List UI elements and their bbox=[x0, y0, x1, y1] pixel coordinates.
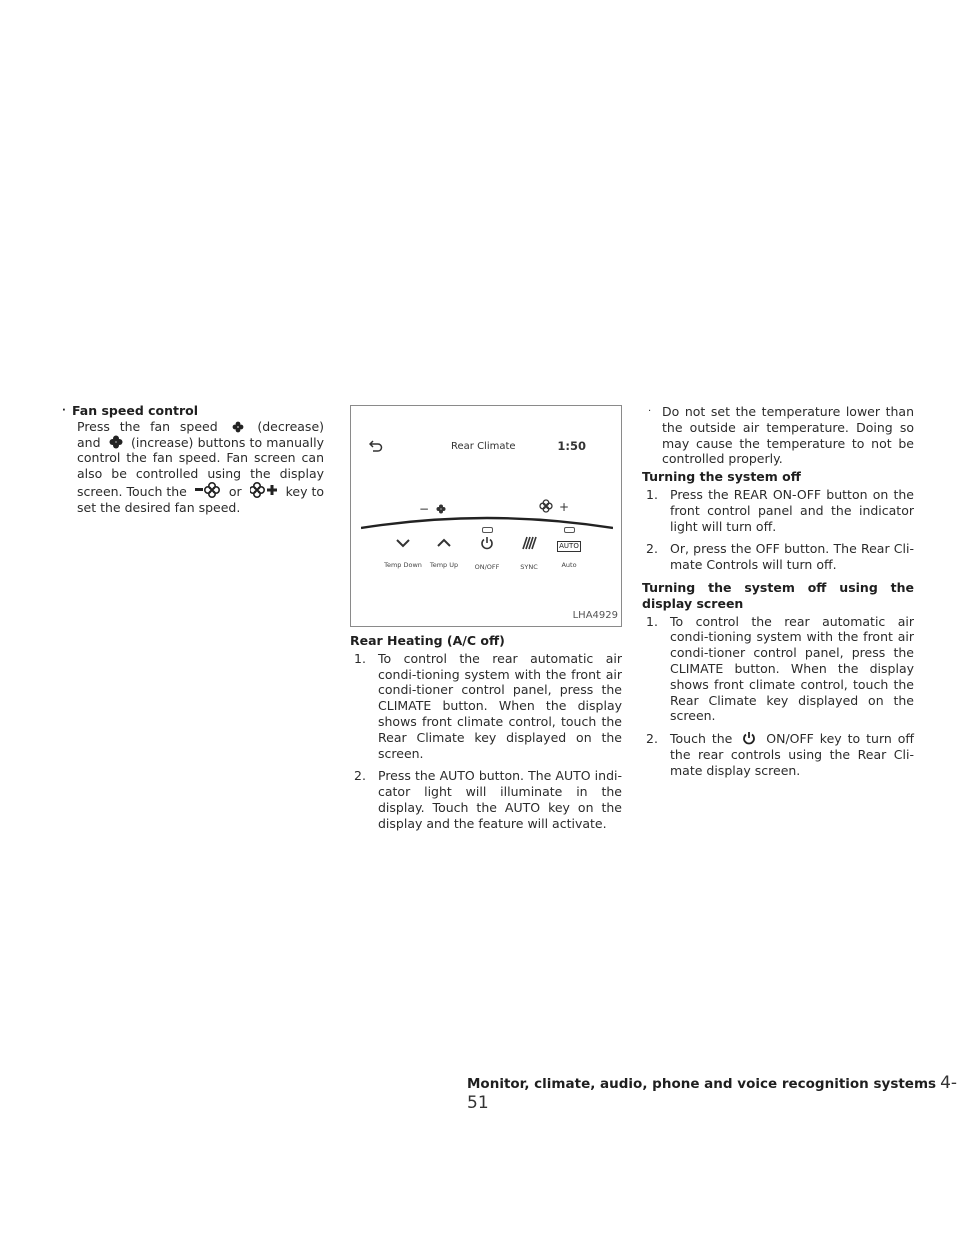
power-icon bbox=[742, 731, 756, 745]
bullet-dot: · bbox=[648, 406, 652, 417]
bullet-dot: · bbox=[62, 405, 66, 416]
figure-caption: LHA4929 bbox=[572, 610, 618, 622]
on-off-button[interactable]: ON/OFF bbox=[462, 536, 512, 576]
temp-up-button[interactable]: Temp Up bbox=[419, 536, 469, 574]
list-item: 2. Press the AUTO button. The AUTO indi-cator light will illuminate in the display. Touch the AUTO key on the display and the feature will activate. bbox=[354, 768, 622, 831]
fan-speed-body: Press the fan speed (decrease) and (increase) buttons to manually control the fan speed. Fan screen can also be controlled using the display screen. Touch the or key to set the desired fan speed. bbox=[77, 418, 325, 515]
fan-plus-key-icon bbox=[250, 482, 278, 498]
chevron-down-icon bbox=[396, 538, 410, 548]
page-footer bbox=[467, 1073, 960, 1113]
auto-indicator bbox=[564, 527, 575, 533]
chevron-up-icon bbox=[437, 538, 451, 548]
fan-small-icon bbox=[232, 421, 244, 433]
fan-decrease-key[interactable]: − bbox=[419, 501, 446, 518]
fan-icon bbox=[436, 504, 446, 514]
display-off-heading: Turning the system off using the display screen bbox=[642, 579, 914, 611]
list-item: 2. Or, press the OFF button. The Rear Cli-mate Controls will turn off. bbox=[646, 541, 914, 573]
sync-button[interactable]: SYNC bbox=[504, 536, 554, 576]
fan-outline-icon bbox=[539, 499, 553, 513]
section-title: Monitor, climate, audio, phone and voice recognition systems bbox=[467, 1076, 937, 1092]
temp-down-button[interactable]: Temp Down bbox=[378, 536, 428, 574]
list-item: · Do not set the temperature lower than the outside air temperature. Doing so may cause the temperature to not be controlled properly. bbox=[648, 404, 914, 467]
fan-minus-key-icon bbox=[195, 482, 221, 498]
screen-clock: 1:50 bbox=[557, 439, 586, 453]
rear-heating-section bbox=[350, 633, 622, 832]
fan-speed-section bbox=[62, 403, 324, 516]
on-off-indicator bbox=[482, 527, 493, 533]
fan-speed-heading: · Fan speed control bbox=[62, 403, 199, 418]
right-column bbox=[642, 404, 914, 786]
rear-heating-heading: Rear Heating (A/C off) bbox=[350, 633, 505, 648]
fan-large-icon bbox=[109, 435, 123, 449]
sync-airflow-icon bbox=[520, 536, 538, 550]
screen-title: Rear Climate bbox=[451, 441, 516, 452]
rear-climate-screen-figure bbox=[350, 405, 622, 627]
auto-badge: AUTO bbox=[559, 542, 579, 550]
back-arrow-icon bbox=[369, 440, 383, 452]
page-number: 4-51 bbox=[467, 1073, 958, 1113]
auto-button[interactable]: AUTO Auto bbox=[559, 542, 579, 569]
list-item: 1. To control the rear automatic air condi-tioning system with the front air condi-tioner control panel, press the CLIMATE button. When the display shows front climate control, touch the Rear Climate key displayed on the screen. bbox=[646, 613, 914, 724]
power-icon bbox=[480, 536, 494, 550]
list-item: 1. Press the REAR ON-OFF button on the front control panel and the indicator light will turn off. bbox=[646, 486, 914, 534]
fan-increase-key[interactable]: + bbox=[539, 499, 569, 516]
turning-off-heading: Turning the system off bbox=[642, 469, 801, 485]
middle-column bbox=[350, 405, 622, 839]
list-item: 2. Touch the ON/OFF key to turn off the rear controls using the Rear Cli-mate display screen. bbox=[646, 731, 914, 778]
list-item: 1. To control the rear automatic air condi-tioning system with the front air condi-tioner control panel, press the CLIMATE button. When the display shows front climate control, touch the Rear Climate key displayed on the screen. bbox=[354, 650, 622, 761]
